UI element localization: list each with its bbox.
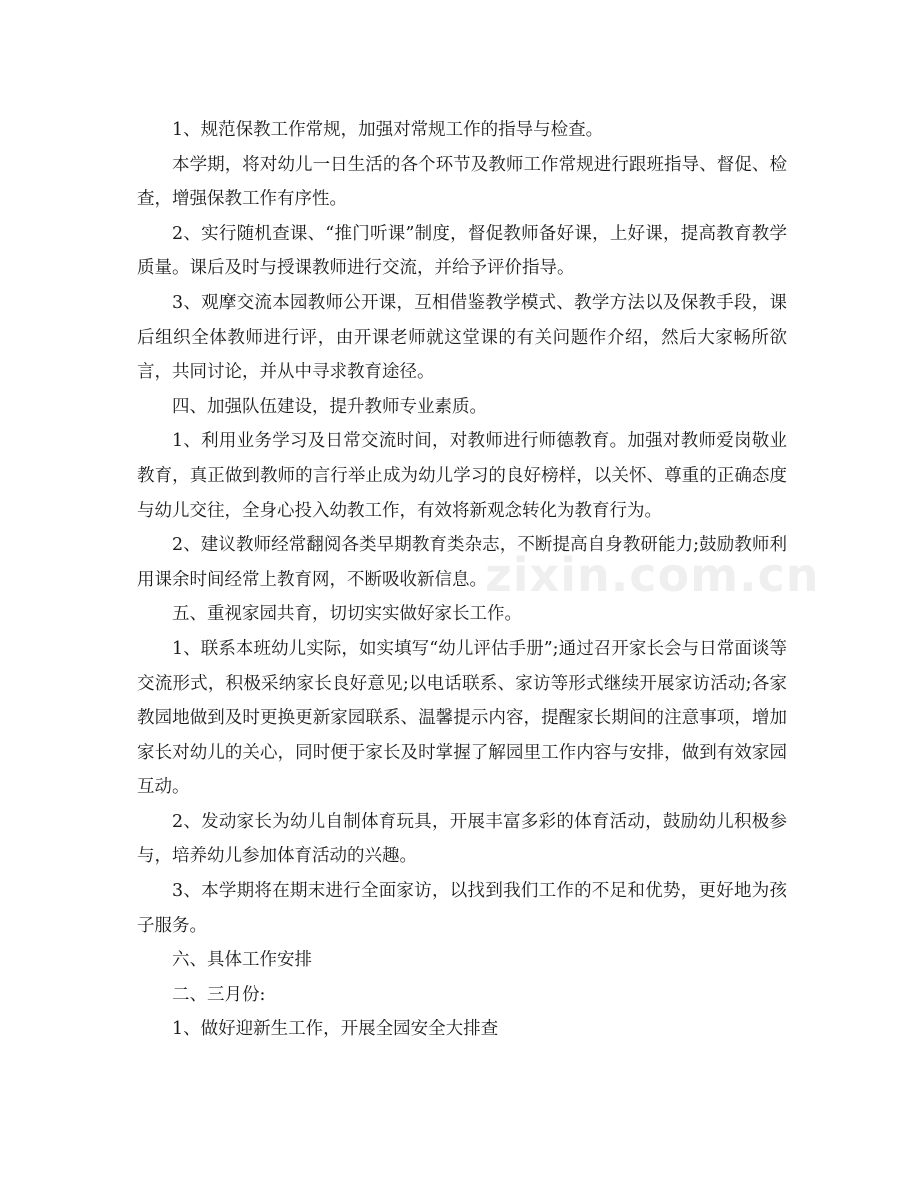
paragraph: 2、建议教师经常翻阅各类早期教育类杂志，不断提高自身教研能力;鼓励教师利用课余时间经常上教育网，不断吸收新信息。	[137, 535, 787, 590]
watermark: zixin.com.cn	[485, 548, 820, 602]
paragraph: 1、利用业务学习及日常交流时间，对教师进行师德教育。加强对教师爱岗敬业教育，真正做到教师的言行举止成为幼儿学习的良好榜样，以关怀、尊重的正确态度与幼儿交往，全身心投入幼教工作，有效将新观念转化为教育行为。	[137, 431, 787, 521]
paragraph: 1、规范保教工作常规，加强对常规工作的指导与检查。	[172, 120, 604, 140]
paragraph: 本学期，将对幼儿一日生活的各个环节及教师工作常规进行跟班指导、督促、检查，增强保教工作有序性。	[137, 154, 787, 210]
paragraph: 1、联系本班幼儿实际，如实填写“幼儿评估手册”;通过召开家长会与日常面谈等交流形式，积极采纳家长良好意见;以电话联系、家访等形式继续开展家访活动;各家教园地做到及时更换更新家园联系、温馨提示内容，提醒家长期间的注意事项，增加家长对幼儿的关心，同时便于家长及时掌握了解园里工作内容与安排，做到有效家园互动。	[137, 638, 787, 798]
paragraph: 2、实行随机查课、“推门听课”制度，督促教师备好课，上好课，提高教育教学质量。课后及时与授课教师进行交流，并给予评价指导。	[137, 223, 787, 279]
section-heading: 六、具体工作安排	[172, 950, 312, 971]
section-heading: 四、加强队伍建设，提升教师专业素质。	[172, 396, 487, 417]
paragraph: 2、发动家长为幼儿自制体育玩具，开展丰富多彩的体育活动，鼓励幼儿积极参与，培养幼儿参加体育活动的兴趣。	[137, 811, 787, 867]
subsection-heading: 二、三月份:	[172, 984, 266, 1005]
paragraph: 1、做好迎新生工作，开展全园安全大排查	[172, 1019, 499, 1040]
document-body	[137, 113, 787, 1047]
section-heading: 五、重视家园共育，切切实实做好家长工作。	[172, 604, 522, 625]
paragraph: 3、观摩交流本园教师公开课，互相借鉴教学模式、教学方法以及保教手段，课后组织全体教师进行评，由开课老师就这堂课的有关问题作介绍，然后大家畅所欲言，共同讨论，并从中寻求教育途径。	[137, 292, 787, 383]
paragraph: 3、本学期将在期末进行全面家访，以找到我们工作的不足和优势，更好地为孩子服务。	[137, 881, 787, 936]
